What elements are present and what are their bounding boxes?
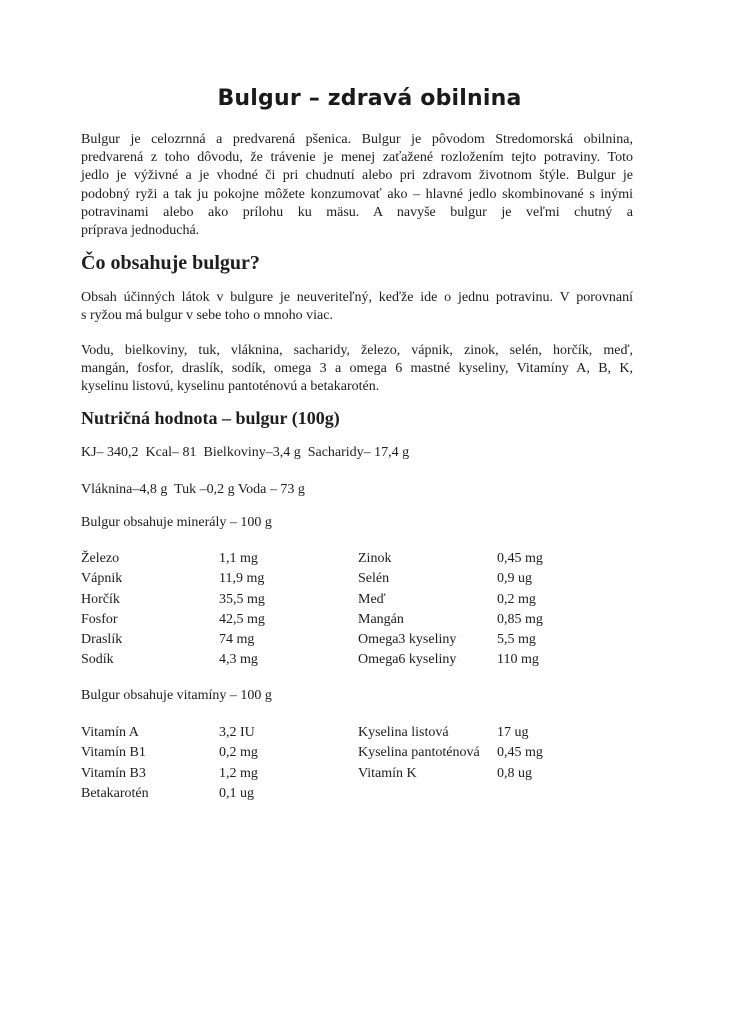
vitamin-name: Vitamín B3 (81, 765, 146, 781)
nutrition-energy-line: KJ– 340,2 Kcal– 81 Bielkoviny–3,4 g Sacharidy– 17,4 g (81, 445, 410, 460)
mineral-name: Horčík (81, 591, 120, 607)
table-row (0, 766, 739, 786)
mineral-name: Selén (358, 571, 390, 587)
mineral-name: Sodík (81, 652, 114, 668)
vitamin-value: 0,45 mg (497, 745, 543, 761)
mineral-value: 5,5 mg (497, 632, 536, 648)
mineral-name: Omega3 kyseliny (358, 632, 457, 648)
table-row (0, 745, 739, 765)
vitamin-value: 0,2 mg (219, 745, 258, 761)
vitamin-name: Kyselina pantoténová (358, 745, 480, 761)
table-row (0, 571, 739, 591)
mineral-value: 74 mg (219, 632, 255, 648)
contents-paragraph-1 (81, 289, 633, 325)
intro-line: Bulgur je celozrnná a predvarená pšenica. Bulgur je pôvodom Stredomorská obilnina, (81, 132, 633, 147)
mineral-value: 42,5 mg (219, 611, 265, 627)
table-row (0, 592, 739, 612)
mineral-value: 11,9 mg (219, 571, 265, 587)
mineral-value: 1,1 mg (219, 551, 258, 566)
vitamin-name: Vitamín B1 (81, 745, 146, 761)
mineral-name: Fosfor (81, 611, 118, 627)
minerals-table (0, 551, 739, 673)
mineral-value: 35,5 mg (219, 591, 265, 607)
mineral-name: Draslík (81, 632, 123, 648)
table-row (0, 725, 739, 745)
mineral-value: 0,2 mg (497, 591, 536, 607)
contents-paragraph-2 (81, 342, 633, 397)
intro-line: jedlo je výživné a je vhodné či pri chudnutí alebo pri zdravom životnom štýle. Bulgur je (81, 168, 633, 184)
mineral-value: 0,9 ug (497, 571, 532, 587)
mineral-name: Meď (358, 591, 386, 607)
vitamin-name: Betakarotén (81, 785, 149, 801)
vitamin-value: 0,8 ug (497, 765, 532, 781)
mineral-value: 4,3 mg (219, 652, 258, 668)
mineral-value: 110 mg (497, 652, 539, 668)
contents-line: Obsah účinných látok v bulgure je neuveriteľný, keďže ide o jednu potravinu. V porovnaní (81, 290, 633, 305)
intro-line: príprava jednoduchá. (81, 222, 200, 238)
minerals-label: Bulgur obsahuje minerály – 100 g (81, 515, 272, 530)
table-row (0, 632, 739, 652)
mineral-value: 0,45 mg (497, 551, 543, 566)
vitamin-value: 17 ug (497, 725, 529, 740)
mineral-name: Zinok (358, 551, 392, 566)
intro-paragraph (81, 131, 633, 240)
vitamin-value: 0,1 ug (219, 785, 254, 801)
contents-line: kyselinu listovú, kyselinu pantoténovú a betakarotén. (81, 379, 380, 395)
mineral-name: Omega6 kyseliny (358, 652, 457, 668)
contents-line: s ryžou má bulgur v sebe toho o mnoho viac. (81, 308, 333, 324)
intro-line: potravinami alebo ako prílohu ku mäsu. A navyše bulgur je veľmi chutný a (81, 204, 633, 220)
vitamins-table (0, 725, 739, 806)
table-row (0, 551, 739, 571)
table-row (0, 612, 739, 632)
contents-line: Vodu, bielkoviny, tuk, vláknina, sacharidy, železo, vápnik, zinok, selén, horčík, meď, (81, 343, 633, 358)
table-row (0, 652, 739, 672)
vitamin-name: Kyselina listová (358, 725, 449, 740)
vitamin-name: Vitamín K (358, 765, 417, 781)
vitamin-value: 3,2 IU (219, 725, 255, 740)
mineral-value: 0,85 mg (497, 611, 543, 627)
mineral-name: Mangán (358, 611, 404, 627)
mineral-name: Železo (81, 551, 120, 566)
intro-line: podobný ryži a tak ju pokojne môžete konzumovať ako – hlavné jedlo skombinované s inými (81, 186, 633, 202)
section-heading-contents: Čo obsahuje bulgur? (81, 252, 260, 274)
document-title: Bulgur – zdravá obilnina (217, 86, 522, 111)
vitamins-label: Bulgur obsahuje vitamíny – 100 g (81, 688, 272, 703)
table-row (0, 786, 739, 806)
vitamin-name: Vitamín A (81, 725, 139, 740)
nutrition-fiber-line: Vláknina–4,8 g Tuk –0,2 g Voda – 73 g (81, 482, 305, 497)
intro-line: predvarená z toho dôvodu, že trávenie je menej zaťažené rozložením tejto potraviny. Toto (81, 150, 633, 166)
vitamin-value: 1,2 mg (219, 765, 258, 781)
contents-line: mangán, fosfor, draslík, sodík, omega 3 a omega 6 mastné kyseliny, Vitamíny A, B, K, (81, 361, 633, 377)
section-heading-nutrition: Nutričná hodnota – bulgur (100g) (81, 408, 340, 428)
mineral-name: Vápnik (81, 571, 123, 587)
